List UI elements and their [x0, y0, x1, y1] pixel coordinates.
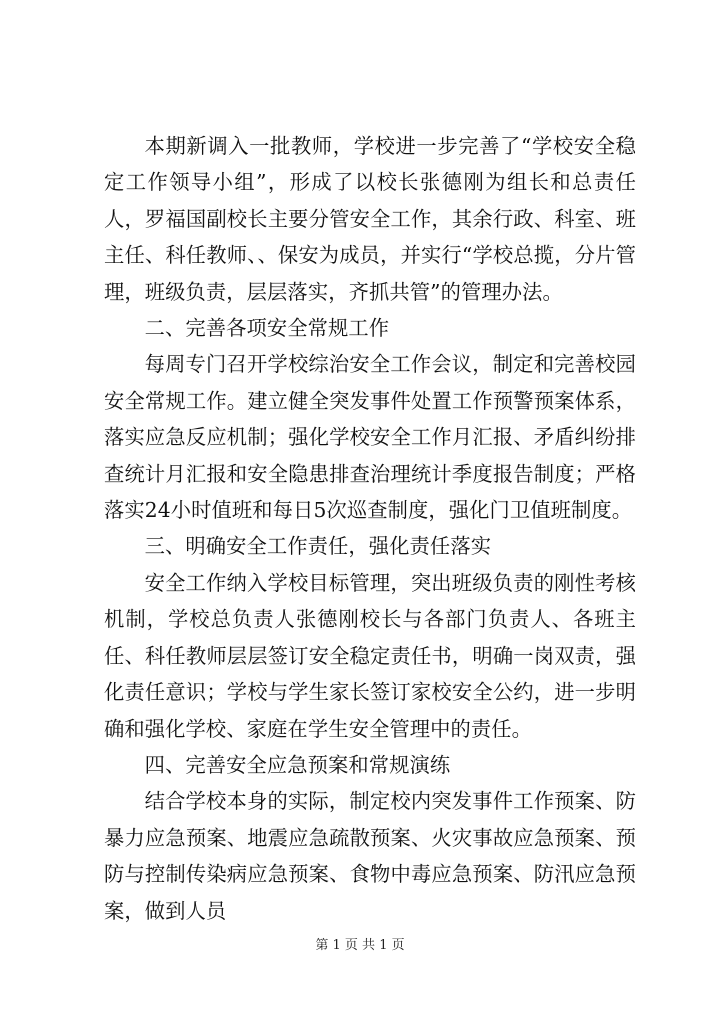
paragraph-responsibility: 安全工作纳入学校目标管理，突出班级负责的刚性考核机制，学校总负责人张德刚校长与各部门负责人、各班主任、科任教师层层签订安全稳定责任书，明确一岗双责，强化责任意识；学校与学生家长签订家校安全公约，进一步明确和强化学校、家庭在学生安全管理中的责任。 — [104, 570, 636, 741]
paragraph-routine-work: 每周专门召开学校综治安全工作会议，制定和完善校园安全常规工作。建立健全突发事件处置工作预警预案体系，落实应急反应机制；强化学校安全工作月汇报、矛盾纠纷排查统计月汇报和安全隐患排查治理统计季度报告制度；严格落实24小时值班和每日5次巡查制度，强化门卫值班制度。 — [104, 352, 636, 523]
heading-responsibility: 三、明确安全工作责任，强化责任落实 — [144, 534, 492, 559]
paragraph-emergency-plans: 结合学校本身的实际，制定校内突发事件工作预案、防暴力应急预案、地震应急疏散预案、火灾事故应急预案、预防与控制传染病应急预案、食物中毒应急预案、防汛应急预案，做到人员 — [104, 789, 636, 923]
heading-emergency-plans: 四、完善安全应急预案和常规演练 — [144, 752, 451, 777]
paragraph-leadership-group: 本期新调入一批教师，学校进一步完善了“学校安全稳定工作领导小组”，形成了以校长张德刚为组长和总责任人，罗福国副校长主要分管安全工作，其余行政、科室、班主任、科任教师、、保安为成员，并实行“学校总揽，分片管理，班级负责，层层落实，齐抓共管”的管理办法。 — [104, 134, 636, 304]
document-body — [104, 128, 636, 929]
heading-routine-work: 二、完善各项安全常规工作 — [144, 316, 390, 341]
page-footer — [0, 936, 720, 956]
page-number-label: 第 1 页 共 1 页 — [315, 938, 405, 953]
